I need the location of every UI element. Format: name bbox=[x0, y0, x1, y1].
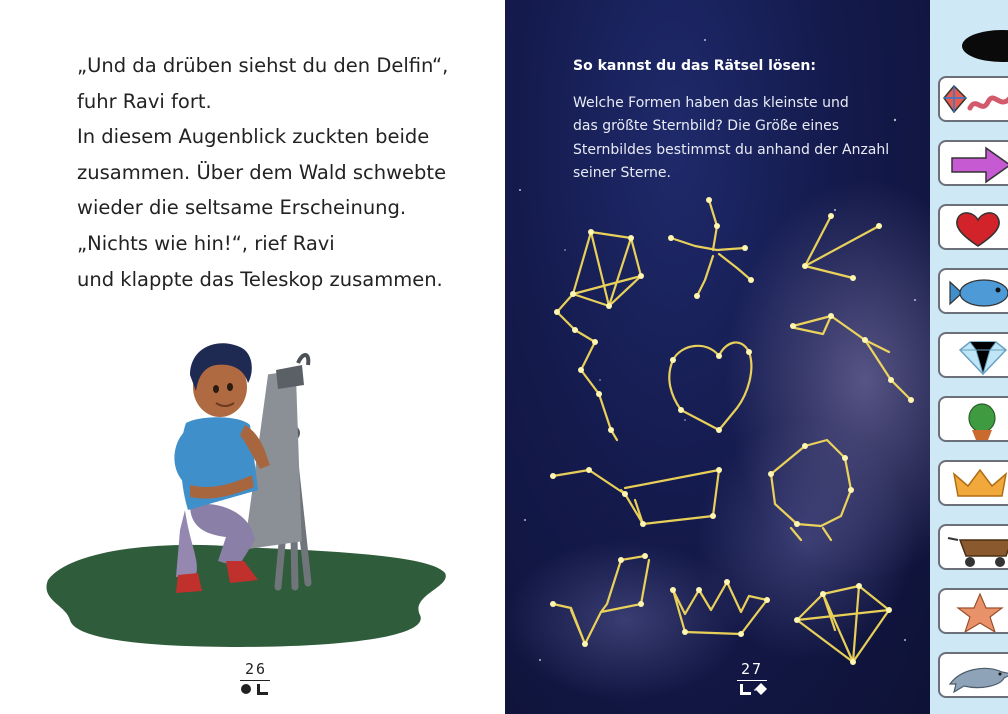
bowl-constellation bbox=[553, 556, 649, 644]
arrow-constellation bbox=[805, 216, 879, 278]
story-line: In diesem Augenblick zuckten beide bbox=[77, 125, 430, 149]
cart-constellation bbox=[553, 470, 719, 524]
answer-card-starfish[interactable] bbox=[938, 588, 1008, 634]
page-shape-symbols bbox=[240, 683, 272, 695]
right-page bbox=[505, 0, 930, 714]
worm-constellation bbox=[557, 294, 617, 440]
diamond-constellation bbox=[797, 586, 889, 662]
story-line: „Und da drüben siehst du den Delfin“, bbox=[77, 54, 449, 77]
answer-card-heart[interactable] bbox=[938, 204, 1008, 250]
fish-icon bbox=[940, 270, 1008, 314]
cactus-icon bbox=[940, 398, 1008, 442]
constellations-illustration bbox=[505, 0, 930, 714]
instruction-line: Welche Formen haben das kleinste und bbox=[573, 95, 849, 111]
crown-icon bbox=[940, 462, 1008, 506]
kite-and-worm-icon bbox=[940, 78, 1008, 122]
cart-icon bbox=[940, 526, 1008, 570]
page-number-right: 27 bbox=[740, 660, 764, 678]
story-text bbox=[77, 48, 497, 297]
starfish-icon bbox=[940, 590, 1008, 634]
instruction-line: das größte Sternbild? Die Größe eines bbox=[573, 118, 840, 135]
story-line: „Nichts wie hin!“, rief Ravi bbox=[77, 231, 335, 255]
cloud-shape-icon bbox=[960, 20, 1008, 64]
story-line: zusammen. Über dem Wald schwebte bbox=[77, 160, 447, 184]
ring-constellation bbox=[771, 440, 851, 540]
crown-constellation bbox=[673, 582, 767, 634]
instruction-line: Sternbildes bestimmst du anhand der Anzahl bbox=[573, 141, 890, 158]
heart-constellation bbox=[669, 342, 751, 430]
answer-card-dolphin[interactable] bbox=[938, 652, 1008, 698]
dolphin-constellation bbox=[793, 316, 911, 400]
page-shape-symbols bbox=[739, 683, 771, 695]
grass-patch bbox=[46, 545, 445, 647]
story-line: wieder die seltsame Erscheinung. bbox=[77, 196, 407, 220]
pinwheel-constellation bbox=[671, 200, 751, 296]
arrow-icon bbox=[940, 142, 1008, 186]
answer-card-arrow[interactable] bbox=[938, 140, 1008, 186]
story-line: und klappte das Teleskop zusammen. bbox=[77, 267, 443, 291]
page-number-underline bbox=[737, 680, 767, 681]
puzzle-heading: So kannst du das Rätsel lösen: bbox=[573, 58, 816, 74]
answer-card-kite[interactable] bbox=[938, 76, 1008, 122]
diamond-icon bbox=[940, 334, 1008, 378]
answer-card-crown[interactable] bbox=[938, 460, 1008, 506]
instruction-line: seiner Sterne. bbox=[573, 165, 671, 182]
answer-card-fish[interactable] bbox=[938, 268, 1008, 314]
dolphin-icon bbox=[940, 654, 1008, 698]
answer-card-diamond[interactable] bbox=[938, 332, 1008, 378]
boy-with-telescope-illustration bbox=[40, 325, 450, 655]
heart-icon bbox=[940, 206, 1008, 250]
page-number-left: 26 bbox=[244, 660, 268, 678]
answer-strip bbox=[930, 0, 1008, 714]
story-line: fuhr Ravi fort. bbox=[77, 89, 212, 113]
answer-card-cart[interactable] bbox=[938, 524, 1008, 570]
answer-card-cactus[interactable] bbox=[938, 396, 1008, 442]
kite-constellation bbox=[573, 232, 641, 306]
page-number-underline bbox=[240, 680, 270, 681]
